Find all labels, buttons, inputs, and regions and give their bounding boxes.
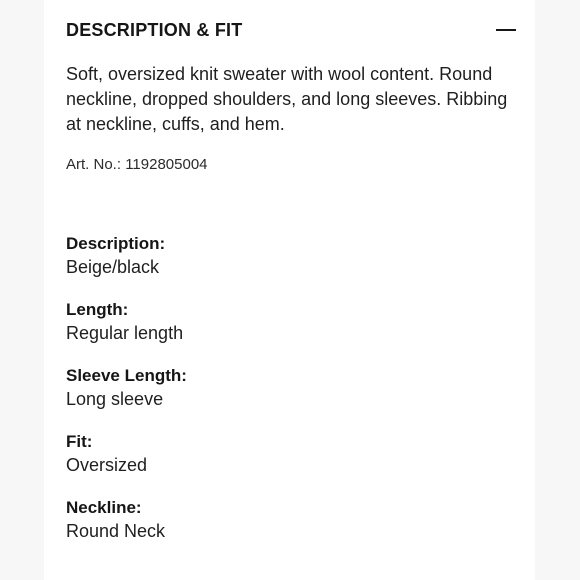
attribute-label: Length: [66, 300, 129, 319]
attribute-description [66, 233, 506, 299]
attribute-label: Neckline: [66, 498, 142, 517]
attribute-list [66, 233, 506, 563]
article-number-label: Art. No.: [66, 156, 122, 173]
attribute-label: Sleeve Length: [66, 366, 187, 385]
section-title: DESCRIPTION & FIT [66, 20, 243, 40]
attribute-neckline [66, 497, 506, 563]
attribute-value: Oversized [66, 455, 148, 475]
accordion-header[interactable] [66, 18, 518, 44]
attribute-value: Regular length [66, 323, 184, 343]
product-summary: Soft, oversized knit sweater with wool content. Round neckline, dropped shoulders, and long sleeves. Ribbing at neckline, cuffs, and hem. [66, 64, 508, 134]
attribute-value: Beige/black [66, 257, 160, 277]
attribute-fit [66, 431, 506, 497]
article-number-value: 1192805004 [125, 156, 208, 173]
attribute-label: Fit: [66, 432, 93, 451]
attribute-length [66, 299, 506, 365]
article-number [66, 156, 208, 173]
attribute-sleeve-length [66, 365, 506, 431]
attribute-value: Long sleeve [66, 389, 164, 409]
minus-icon[interactable] [496, 29, 516, 31]
attribute-value: Round Neck [66, 521, 166, 541]
attribute-label: Description: [66, 234, 166, 253]
